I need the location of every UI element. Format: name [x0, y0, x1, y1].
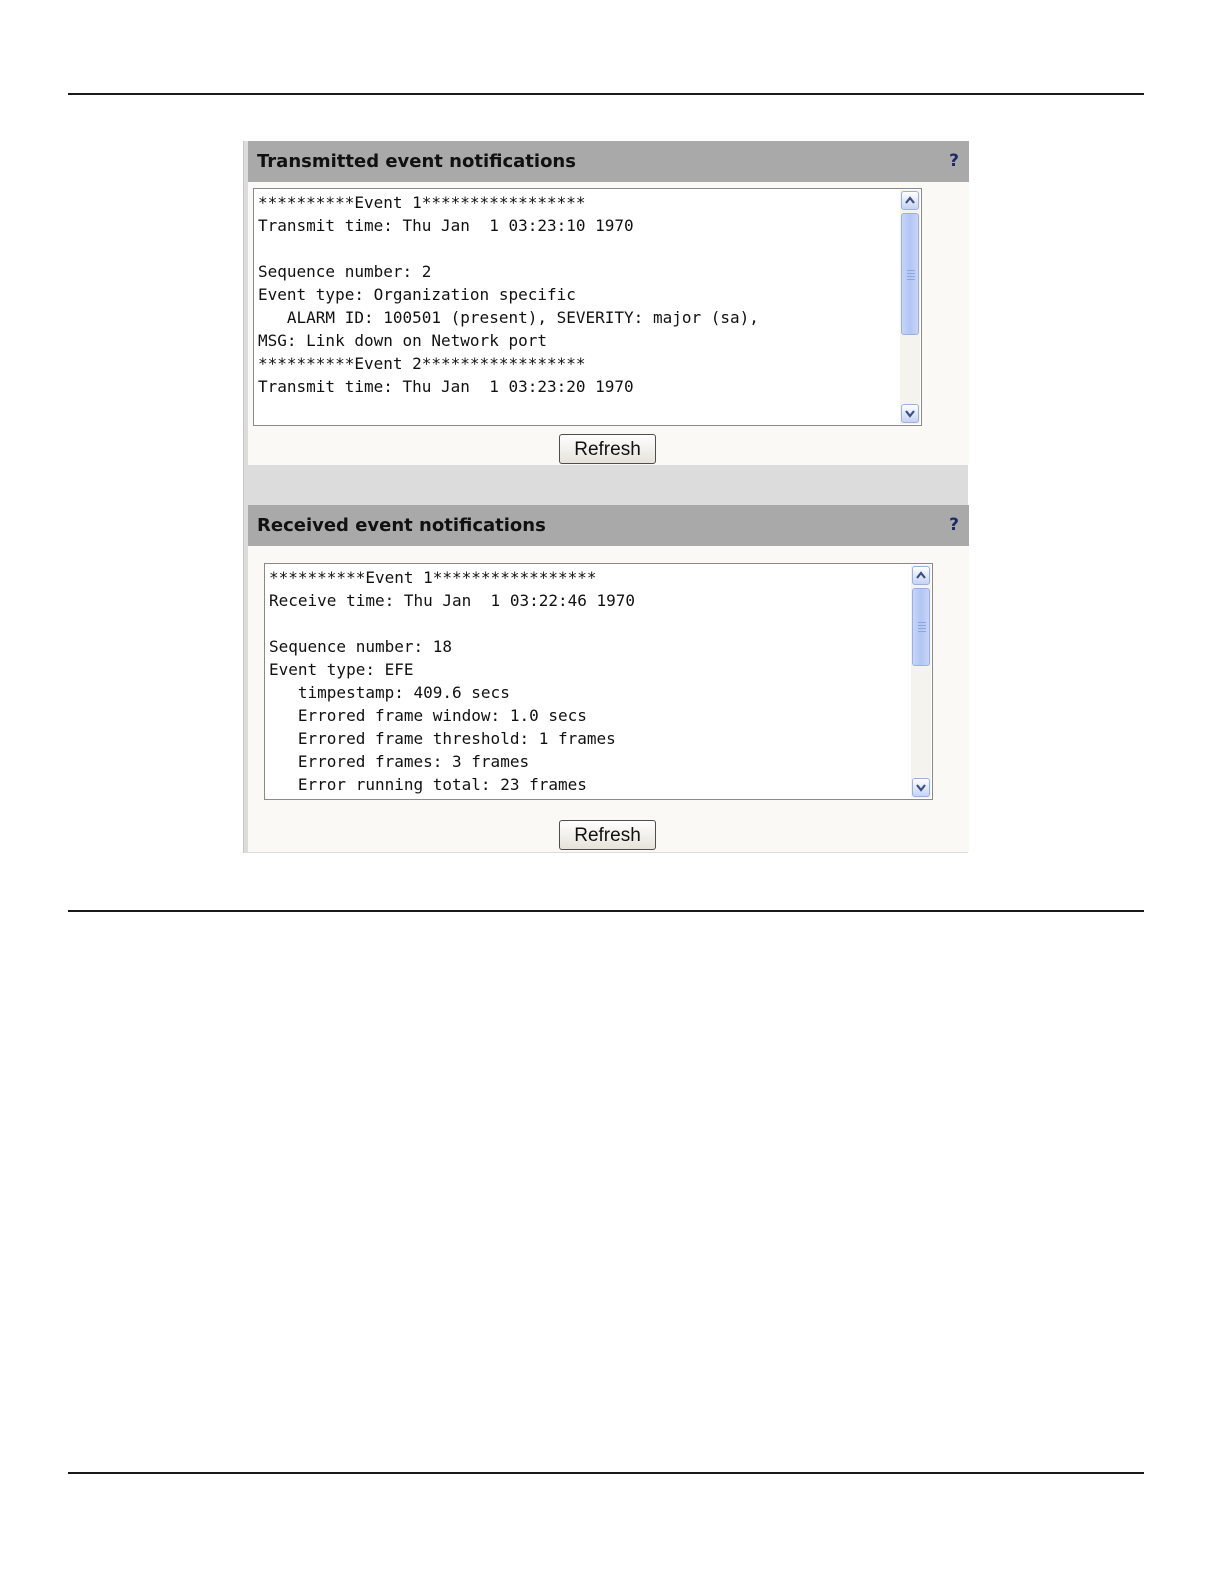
scroll-grip [918, 631, 926, 632]
text-line: Transmit time: Thu Jan 1 03:23:10 1970 [258, 216, 634, 235]
text-line: ALARM ID: 100501 (present), SEVERITY: major (sa), [258, 308, 759, 327]
transmitted-panel [248, 141, 969, 465]
text-line: **********Event 1***************** [269, 568, 597, 587]
text-line: Transmit time: Thu Jan 1 03:23:20 1970 [258, 377, 634, 396]
scroll-grip [918, 625, 926, 626]
event-notifications-screen [243, 141, 968, 853]
scroll-grip [907, 276, 915, 277]
scroll-grip [907, 273, 915, 274]
text-line: Event type: Organization specific [258, 285, 576, 304]
scroll-grip [907, 279, 915, 280]
top-divider [68, 93, 1144, 95]
text-line: Error running total: 23 frames [269, 775, 587, 794]
chevron-down-icon[interactable] [912, 778, 930, 797]
scroll-grip [907, 270, 915, 271]
chevron-down-icon[interactable] [901, 404, 919, 423]
scroll-grip [918, 622, 926, 623]
transmitted-scroll-thumb[interactable] [901, 213, 919, 335]
transmitted-panel-header [248, 141, 969, 182]
refresh-transmitted-button[interactable]: Refresh [559, 434, 656, 464]
text-line: Errored frame threshold: 1 frames [269, 729, 616, 748]
received-scroll-thumb[interactable] [912, 588, 930, 666]
help-icon[interactable]: ? [949, 515, 959, 535]
refresh-received-button[interactable]: Refresh [559, 820, 656, 850]
text-line: Sequence number: 18 [269, 637, 453, 656]
text-line: Errored frames: 3 frames [269, 752, 530, 771]
chevron-up-icon[interactable] [901, 191, 919, 210]
transmitted-scrollbar[interactable] [900, 190, 920, 424]
received-scrollbar[interactable] [911, 565, 931, 798]
transmitted-events-text [258, 191, 897, 425]
received-events-textarea[interactable] [264, 563, 933, 800]
text-line: Event type: EFE [269, 660, 414, 679]
text-line: MSG: Link down on Network port [258, 331, 547, 350]
middle-divider [68, 910, 1144, 912]
text-line: **********Event 1***************** [258, 193, 586, 212]
help-icon[interactable]: ? [949, 151, 959, 171]
received-panel [248, 505, 969, 852]
transmitted-events-textarea[interactable] [253, 188, 922, 426]
received-panel-title: Received event notifications [257, 515, 546, 536]
text-line: Receive time: Thu Jan 1 03:22:46 1970 [269, 591, 636, 610]
received-panel-header [248, 505, 969, 546]
transmitted-panel-title: Transmitted event notifications [257, 151, 576, 172]
chevron-up-icon[interactable] [912, 566, 930, 585]
text-line: **********Event 2***************** [258, 354, 586, 373]
text-line: Errored frame window: 1.0 secs [269, 706, 587, 725]
text-line: timpestamp: 409.6 secs [269, 683, 510, 702]
text-line: Sequence number: 2 [258, 262, 432, 281]
bottom-divider [68, 1472, 1144, 1474]
scroll-grip [918, 628, 926, 629]
received-events-text [269, 566, 908, 799]
